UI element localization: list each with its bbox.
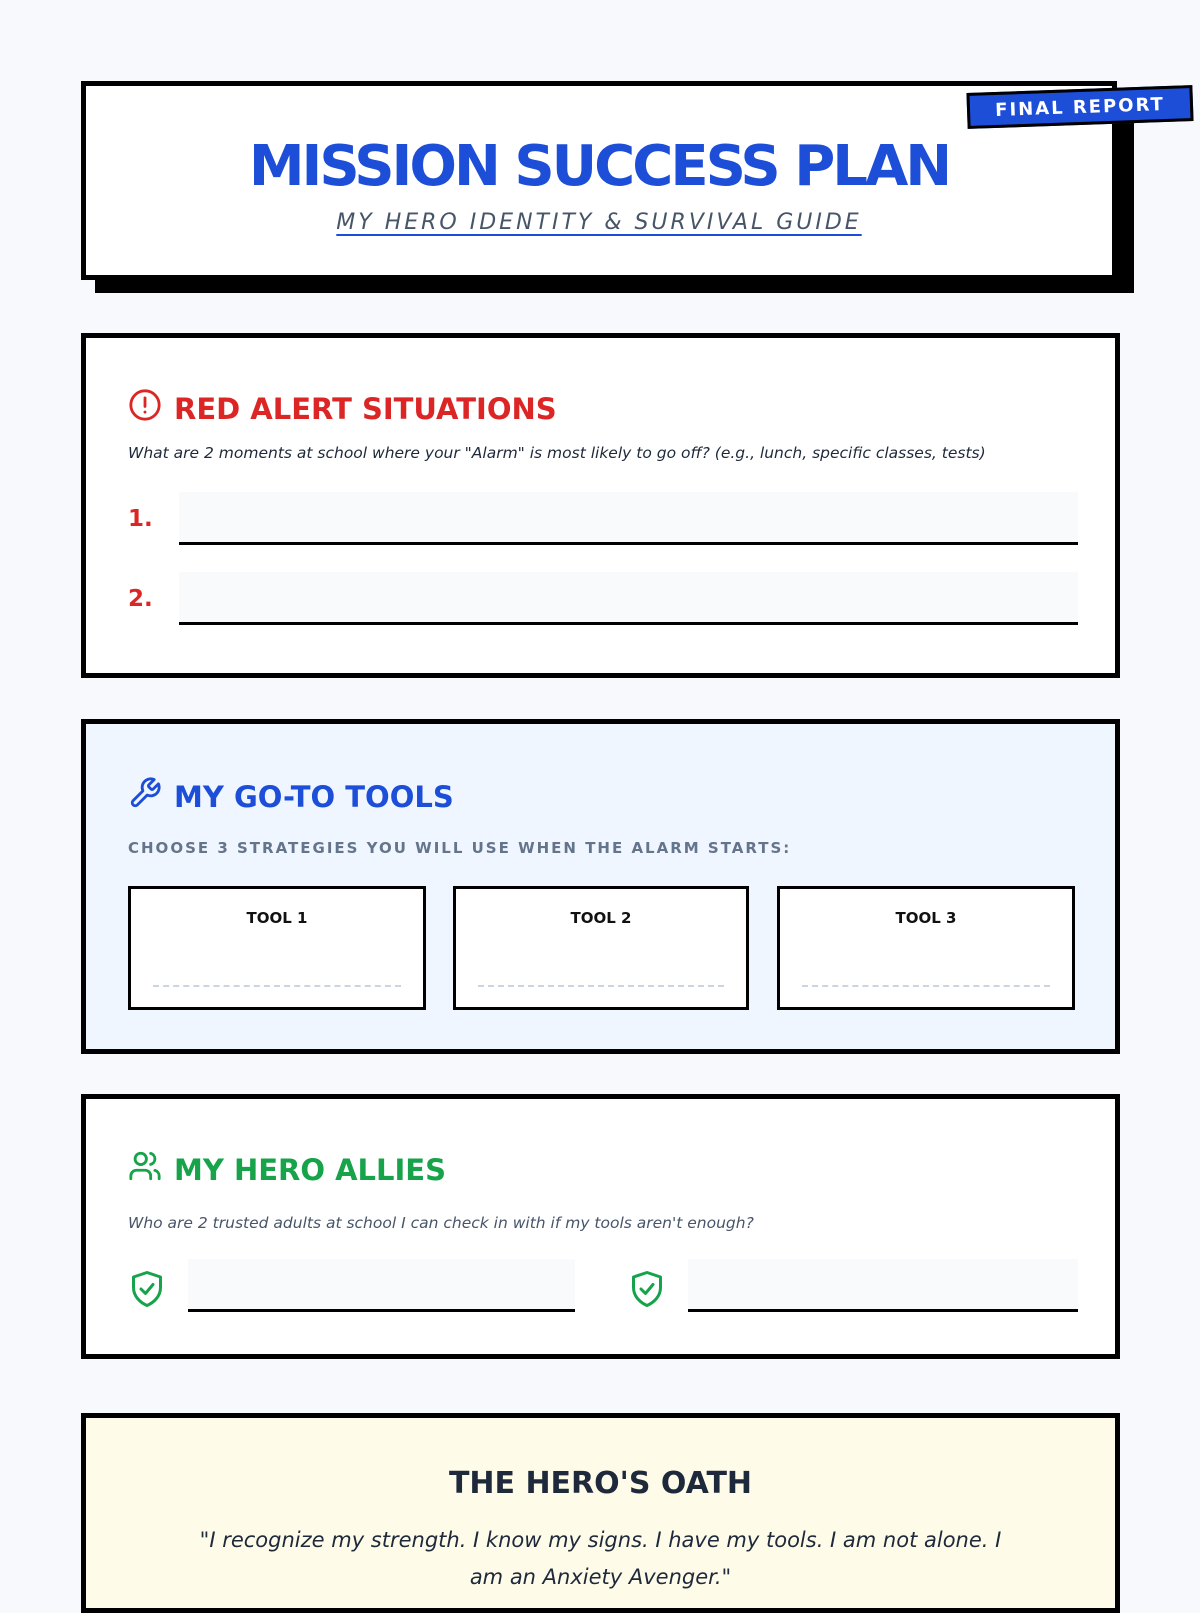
- allies-prompt: Who are 2 trusted adults at school I can check in with if my tools aren't enough?: [128, 1214, 754, 1232]
- users-icon: [128, 1149, 162, 1190]
- tool-2-write-line[interactable]: [478, 985, 724, 987]
- alert-item-1-field[interactable]: [179, 492, 1078, 545]
- shield-check-icon: [129, 1269, 165, 1309]
- page-subtitle: MY HERO IDENTITY & SURVIVAL GUIDE: [336, 210, 862, 235]
- shield-check-icon: [629, 1269, 665, 1309]
- tool-box-label: TOOL 3: [895, 909, 957, 927]
- tool-box-3[interactable]: [777, 886, 1075, 1010]
- hero-allies-section: [81, 1094, 1120, 1359]
- tools-heading-text: MY GO-TO TOOLS: [174, 779, 454, 814]
- oath-quote: "I recognize my strength. I know my signs. I have my tools. I am not alone. I am an Anxiety Avenger.": [199, 1528, 1002, 1589]
- tools-instruction: CHOOSE 3 STRATEGIES YOU WILL USE WHEN THE ALARM STARTS:: [128, 839, 792, 857]
- tool-1-write-line[interactable]: [153, 985, 401, 987]
- ally-2-field[interactable]: [688, 1259, 1078, 1312]
- alert-item-number-2: 2.: [128, 586, 153, 612]
- final-report-badge: FINAL REPORT: [966, 85, 1193, 129]
- go-to-tools-section: [81, 719, 1120, 1054]
- red-alert-prompt: What are 2 moments at school where your "Alarm" is most likely to go off? (e.g., lunch, specific classes, tests): [128, 444, 986, 462]
- ally-1-field[interactable]: [188, 1259, 575, 1312]
- oath-title: THE HERO'S OATH: [448, 1466, 753, 1501]
- tool-box-label: TOOL 2: [570, 909, 632, 927]
- allies-heading: [128, 1149, 446, 1190]
- alert-circle-icon: [128, 388, 162, 429]
- wrench-icon: [128, 776, 162, 817]
- header-card: [81, 81, 1166, 295]
- header-panel: [81, 81, 1117, 280]
- tools-heading: [128, 776, 454, 817]
- red-alert-section: [81, 333, 1120, 678]
- tool-box-2[interactable]: [453, 886, 749, 1010]
- tool-box-label: TOOL 1: [246, 909, 308, 927]
- red-alert-heading-text: RED ALERT SITUATIONS: [174, 391, 557, 426]
- alert-item-number-1: 1.: [128, 506, 153, 532]
- red-alert-heading: [128, 388, 557, 429]
- alert-item-2-field[interactable]: [179, 572, 1078, 625]
- page-title: MISSION SUCCESS PLAN: [248, 134, 950, 199]
- allies-heading-text: MY HERO ALLIES: [174, 1152, 447, 1187]
- heros-oath-section: [81, 1413, 1120, 1613]
- tool-box-1[interactable]: [128, 886, 426, 1010]
- tool-3-write-line[interactable]: [802, 985, 1050, 987]
